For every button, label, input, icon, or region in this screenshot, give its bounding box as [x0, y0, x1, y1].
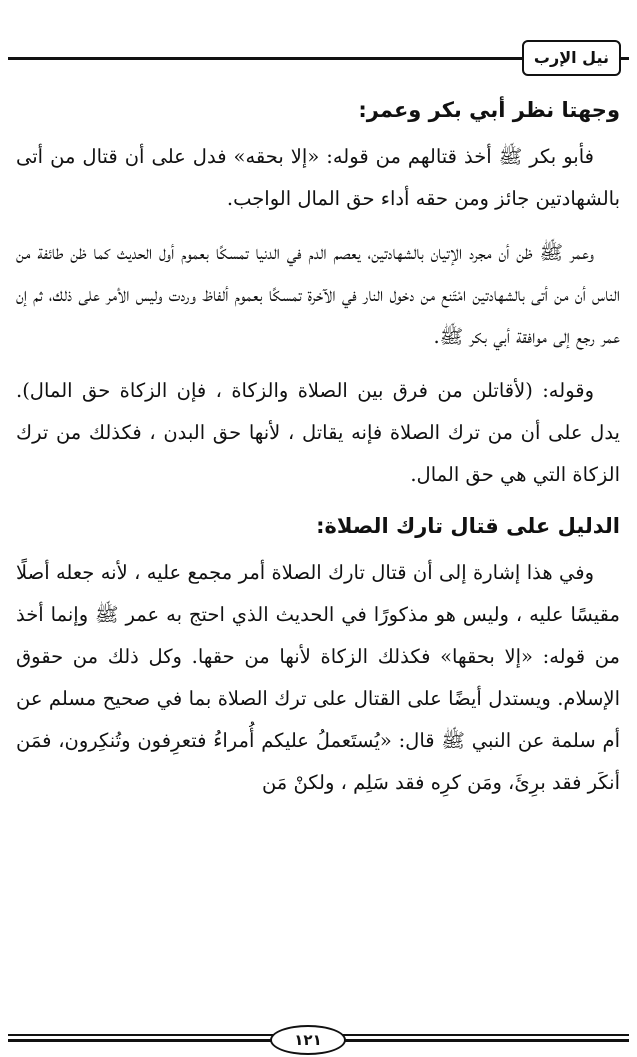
section-heading-evidence: الدليل على قتال تارك الصلاة: — [316, 514, 620, 538]
book-title-label: نيل الإرب — [522, 40, 621, 76]
page-body — [16, 92, 620, 816]
section-heading-views: وجهتا نظر أبي بكر وعمر: — [358, 98, 620, 122]
page-number: ١٢١ — [270, 1025, 346, 1055]
page-footer — [8, 1025, 629, 1053]
paragraph-abu-bakr: فأبو بكر ﷺ أخذ قتالهم من قوله: «إلا بحقه» فدل على أن قتال من أتى بالشهادتين جائز ومن حقه أداء حق المال الواجب. — [16, 145, 620, 210]
paragraph-umar: وعمر ﷺ ظن أن مجرد الإتيان بالشهادتين، يعصم الدم في الدنيا تمسكًا بعموم أول الحديث كما ظن طائفة من الناس أن من أتى بالشهادتين امْتَنع من دخول النار في الآخرة تمسكًا بعموم ألفاظ وردت وليس الأمر على ذلك، ثم إن عمر رجع إلى موافقة أبي بكر ﷺ. — [16, 241, 620, 348]
running-header — [8, 38, 629, 78]
paragraph-zakat: وقوله: (لأقاتلن من فرق بين الصلاة والزكاة ، فإن الزكاة حق المال). يدل على أن من ترك الصلاة فإنه يقاتل ، لأنها حق البدن ، فكذلك من ترك الزكاة التي هي حق المال. — [16, 379, 620, 486]
paragraph-evidence: وفي هذا إشارة إلى أن قتال تارك الصلاة أمر مجمع عليه ، لأنه جعله أصلًا مقيسًا عليه ، وليس هو مذكورًا في الحديث الذي احتج به عمر ﷺ وإنما أخذ من قوله: «إلا بحقها» فكذلك الزكاة لأنها من حقها. وكل ذلك من حقوق الإسلام. ويستدل أيضًا على القتال على ترك الصلاة بما في صحيح مسلم عن أم سلمة عن النبي ﷺ قال: «يُستَعملُ عليكم أُمراءُ فتعرِفون وتُنكِرون، فمَن أنكَر فقد برِئَ، ومَن كرِه فقد سَلِم ، ولكنْ مَن — [16, 561, 620, 794]
